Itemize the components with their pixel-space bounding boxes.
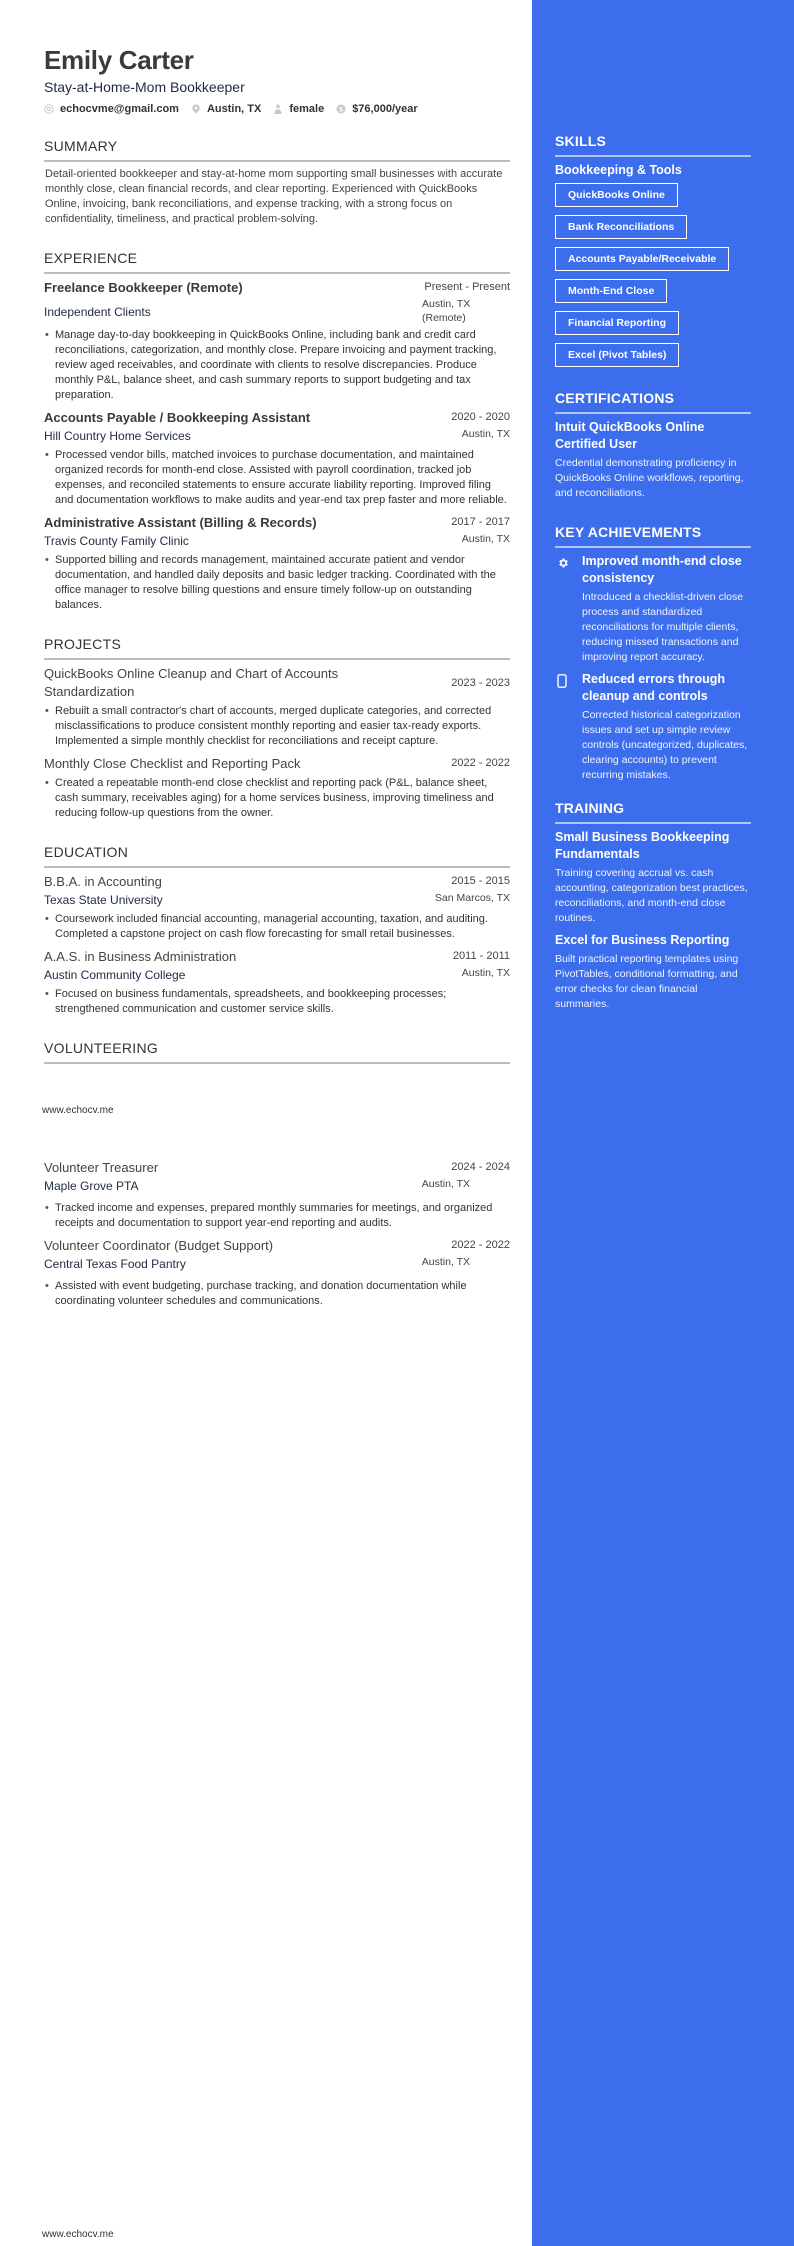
experience-section [44,249,510,613]
volunteer-entry [44,1237,510,1309]
education-entry [44,873,510,942]
section-title: KEY ACHIEVEMENTS [555,524,702,540]
certifications-section [555,389,751,501]
contact-gender [273,103,324,115]
section-divider [44,658,510,660]
location-pin-icon [191,104,201,114]
school-location: Austin, TX [461,967,510,979]
summary-text: Detail-oriented bookkeeper and stay-at-home mom supporting small businesses with accurate monthly close, clean financial records, and clear reporting. Experienced with QuickBooks Online, invoicing, bank reconciliations, and expense tracking, with a strong focus on confidentiality, timeliness, and practical problem-solving. [45,168,503,225]
bullet-item: • Created a repeatable month-end close checklist and reporting pack (P&L, balance sheet, cash summary, receivables aging) for a home services business, improving timeliness and reducing follow-up questions from the owner. [44,776,510,821]
section-divider [44,272,510,274]
sidebar [532,0,794,2246]
job-bullets [44,328,510,403]
job-company: Independent Clients [44,305,151,319]
job-title: Freelance Bookkeeper (Remote) [44,280,243,295]
project-dates: 2023 - 2023 [451,677,510,689]
volunteering-section [44,1039,510,1309]
contact-email-text: echocvme@gmail.com [60,103,179,115]
volunteer-bullets [44,1201,510,1231]
section-divider [44,160,510,162]
projects-section [44,635,510,821]
section-title: SUMMARY [44,138,118,154]
job-dates: Present - Present [424,281,510,293]
skill-group-title: Bookkeeping & Tools [555,163,682,177]
person-icon [273,104,283,114]
at-icon [44,104,54,114]
bullet-item: • Assisted with event budgeting, purchase tracking, and donation documentation while coordinating volunteer schedules and communications. [44,1279,510,1309]
experience-entry [44,409,510,508]
section-title: PROJECTS [44,636,122,652]
training-description: Built practical reporting templates using PivotTables, conditional formatting, and error checks for clean financial summaries. [555,953,739,1010]
volunteer-org: Maple Grove PTA [44,1179,139,1193]
achievement-item [555,671,751,783]
achievement-description: Corrected historical categorization issues and set up simple review controls (uncategorized, duplicates, clearing accounts) to prevent recurring mistakes. [582,709,748,781]
money-icon [336,104,346,114]
bullet-item: • Processed vendor bills, matched invoices to purchase documentation, and maintained organized records for month-end close. Assisted with payroll coordination, tracked job expenses, and reconciled statements to ensure accurate liability reporting. Improved filing and documentation workflows to make audits and year-end tax prep faster and more reliable. [44,448,510,508]
contact-location [191,103,261,115]
school-name: Austin Community College [44,968,186,982]
skill-chip-list [555,183,751,375]
summary-section [44,137,510,227]
job-company: Hill Country Home Services [44,429,191,443]
training-section [555,799,751,1012]
contact-salary [336,103,417,115]
section-divider [555,546,751,548]
bullet-item: • Focused on business fundamentals, spreadsheets, and bookkeeping processes; strengthened communication and customer service skills. [44,987,510,1017]
contact-gender-text: female [289,103,325,115]
skill-chip: QuickBooks Online [555,183,678,207]
training-description: Training covering accrual vs. cash accounting, categorization best practices, reconciliations, and month-end close routines. [555,867,748,924]
section-title: CERTIFICATIONS [555,390,675,406]
job-dates: 2017 - 2017 [451,516,510,528]
job-title: Accounts Payable / Bookkeeping Assistant [44,410,311,425]
training-name: Excel for Business Reporting [555,933,730,947]
mobile-icon [555,671,582,783]
job-location: Austin, TX [461,533,510,545]
candidate-role: Stay-at-Home-Mom Bookkeeper [44,79,245,95]
degree-dates: 2011 - 2011 [452,950,510,962]
job-bullets [44,553,510,613]
volunteer-bullets [44,1279,510,1309]
volunteer-dates: 2024 - 2024 [451,1161,510,1173]
education-bullets [44,987,510,1017]
sidebar-content [555,132,751,1018]
section-title: EXPERIENCE [44,250,138,266]
volunteer-location: Austin, TX [421,1178,470,1190]
job-company: Travis County Family Clinic [44,534,189,548]
project-entry [44,665,510,749]
contact-location-text: Austin, TX [206,103,262,115]
project-bullets [44,704,510,749]
section-title: TRAINING [555,800,625,816]
degree-title: B.B.A. in Accounting [44,874,162,889]
job-location: Austin, TX [461,428,510,440]
contact-salary-text: $76,000/year [352,103,418,115]
certification-description: Credential demonstrating proficiency in QuickBooks Online workflows, reporting, and reconciliations. [555,457,744,499]
bullet-item: • Manage day-to-day bookkeeping in QuickBooks Online, including bank and credit card reconciliations, categorization, and monthly close. Prepare invoicing and payment tracking, review aged receivables, and coordinate with clients to resolve discrepancies. Produce monthly P&L, balance sheet, and cash summary reports to support budgeting and tax preparation. [44,328,510,403]
contact-row [44,103,510,115]
project-bullets [44,776,510,821]
bullet-item: • Supported billing and records management, maintained accurate patient and vendor documentation, and handled daily deposits and basic ledger tracking. Coordinated with the office manager to resolve billing questions and ensure timely follow-up on outstanding balances. [44,553,510,613]
job-dates: 2020 - 2020 [451,411,510,423]
degree-dates: 2015 - 2015 [451,875,510,887]
project-entry [44,755,510,821]
project-title: QuickBooks Online Cleanup and Chart of Accounts Standardization [44,666,339,699]
main-column [44,44,510,1309]
volunteer-location: Austin, TX [421,1256,470,1268]
volunteer-role: Volunteer Treasurer [44,1160,159,1175]
job-bullets [44,448,510,508]
section-divider [44,1062,510,1064]
achievements-section [555,523,751,783]
section-divider [555,412,751,414]
job-location: Austin, TX (Remote) [422,298,471,324]
skill-chip: Excel (Pivot Tables) [555,343,679,367]
skills-section [555,132,751,375]
achievement-title: Improved month-end close consistency [582,554,742,585]
achievement-title: Reduced errors through cleanup and controls [582,672,726,703]
section-divider [44,866,510,868]
section-title: SKILLS [555,133,606,149]
volunteer-org: Central Texas Food Pantry [44,1257,186,1271]
education-bullets [44,912,510,942]
skill-chip: Month-End Close [555,279,667,303]
skill-chip: Bank Reconciliations [555,215,687,239]
bullet-item: • Coursework included financial accounting, managerial accounting, taxation, and auditing. Completed a capstone project on cash flow forecasting for small retail businesses. [44,912,510,942]
project-dates: 2022 - 2022 [451,757,510,769]
contact-email[interactable] [44,103,179,115]
section-title: EDUCATION [44,844,129,860]
gear-icon [555,553,582,665]
volunteer-role: Volunteer Coordinator (Budget Support) [44,1238,274,1253]
experience-entry [44,279,510,403]
bullet-item: • Tracked income and expenses, prepared monthly summaries for meetings, and organized receipts and documentation to support year-end reporting and audits. [44,1201,510,1231]
bullet-item: • Rebuilt a small contractor's chart of accounts, merged duplicate categories, and corrected misclassifications to produce consistent monthly reporting and easier tax-ready exports. Implemented a simple monthly checklist for reconciliations and receipt capture. [44,704,510,749]
training-name: Small Business Bookkeeping Fundamentals [555,830,730,861]
certification-name: Intuit QuickBooks Online Certified User [555,420,705,451]
school-name: Texas State University [44,893,163,907]
experience-entry [44,514,510,613]
volunteer-entry [44,1159,510,1231]
section-divider [555,155,751,157]
achievement-description: Introduced a checklist-driven close process and standardized reconciliations for multiple clients, reducing missed transactions and improving report accuracy. [582,591,744,663]
svg-text:$: $ [339,106,343,114]
school-location: San Marcos, TX [434,892,510,904]
section-divider [555,822,751,824]
skill-chip: Accounts Payable/Receivable [555,247,729,271]
project-title: Monthly Close Checklist and Reporting Pack [44,756,301,771]
job-title: Administrative Assistant (Billing & Records) [44,515,317,530]
education-entry [44,948,510,1017]
achievement-item [555,553,751,665]
education-section [44,843,510,1017]
degree-title: A.A.S. in Business Administration [44,949,237,964]
watermark-link-bottom[interactable]: www.echocv.me [42,2229,114,2240]
skill-chip: Financial Reporting [555,311,679,335]
watermark-link[interactable]: www.echocv.me [42,1105,114,1116]
volunteer-dates: 2022 - 2022 [451,1239,510,1251]
section-title: VOLUNTEERING [44,1040,159,1056]
candidate-name: Emily Carter [44,45,194,75]
